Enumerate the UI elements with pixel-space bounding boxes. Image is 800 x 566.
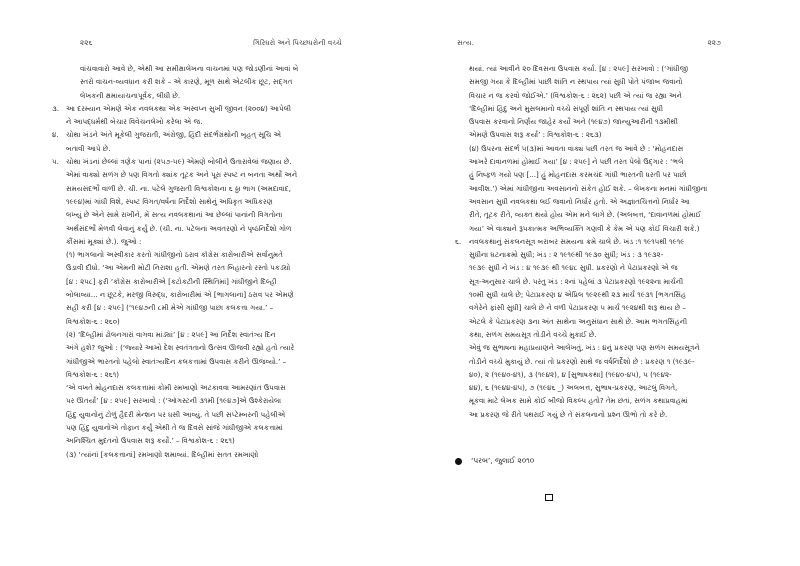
text-line: ચોથા ખંડને અંતે મૂકેલી ગુજરાતી, અંગ્રેજી, હિંદી સંદર્ભગ્રંથોની બૃહત્ સૂચિ એ (66, 130, 282, 140)
text-line: ‘દિલ્હીમાં હિંદુ અને મુસલમાનો વચ્ચે સંપૂર્ણ શાંતિ ન સ્થપાય ત્યાં સુધી (469, 103, 664, 113)
text-line: તોડીને વચ્ચે મુકાયું છે. ત્યાં તો પ્રકરણો સાથે જ વર્ષનિર્દેશો છે : પ્રકરણ ૧ (૧૯૩૯- (469, 356, 695, 366)
text-line: આખરે દાવાનળમાં હોમાઈ ગયા’ [૪ : ૨૫૯] ને પછી તરત પેલો ઉદ્ગાર : ‘ભલે (469, 157, 684, 167)
source-text: ‘પરબ’, જુલાઈ ૨૦૧૦ (471, 456, 535, 465)
text-line: નવલકથાનું સંકલનસૂત્ર બરાબર સમયના ક્રમે ચાલે છે. ખંડ :૧ ૧૯૧૫થી ૧૯૧૯ (469, 236, 685, 246)
sub-item-2b (66, 381, 348, 447)
running-head-right (457, 38, 721, 48)
text-line: હું નિષ્ફળ ગયો પણ [...] હું મોહનદાસ કરમચંદ ગાંધી ભારતની ધરતી પર પાછો (469, 170, 687, 180)
text-line: કથા, સળંગ સમયસૂત્ર તોડીને વચ્ચે મુકાઈ છે. (469, 329, 597, 339)
text-line: લેખકની ક્ષમાયાચનાપૂર્વક, લીધી છે. (80, 90, 181, 100)
text-line: એમણે ઉપવાસ શરૂ કર્યા’ : વિશ્વકોશ-૬ : ૨૬૩) (469, 130, 602, 140)
text-line: વિશ્વકોશ-૬ : ૨૬૦) (66, 316, 120, 326)
text-line: (૧) ભાગલાનો અસ્વીકાર કરતો ગાંધીજીનો ઠરાવ કૉંગ્રેસ કારોબારીએ સર્વાનુમતે (66, 250, 283, 260)
text-line: ઉડાવી દીધો. ‘આ એમની મોટી નિરાશા હતી. એમણે તરત બિહારનો રસ્તો પકડ્યો (66, 263, 291, 273)
running-head-left (80, 38, 342, 48)
text-line: વિચાર ન જ કરવો જોઈએ.’ (વિશ્વકોશ-૬ : ૨૬૨) પછી એ ત્યાં જ રહ્યા અને (469, 90, 682, 100)
text-line: ૧૦મી સુધી ચાલે છે; પેટાપ્રકરણ ૪ એપ્રિલ ૧૯૨૯થી ૨૩ માર્ચ ૧૯૩૧ [ભગતસિંહ (469, 290, 687, 300)
note-item-6 (427, 235, 723, 421)
text-line: સમજી ગયા કે દિલ્હીમાં પાછી શાંતિ ન સ્થપાય ત્યાં સુધી પોતે પંજાબ જવાનો (469, 77, 683, 87)
text-line: ગાંધીજીએ ભારતનો પહેલો સ્વાતંત્ર્યદિન કલકત્તામાં ઉપવાસ કરીને ઊજવ્યો.’ – (66, 356, 287, 366)
text-line: કૌંસમાં મૂક્યાં છે.). જુઓ : (66, 236, 142, 246)
end-of-article-square-icon (545, 494, 553, 501)
text-line: વગેરેને ફાંસી સુધી] ચાલે છે ને વળી પેટાપ્રકરણ ૫ માર્ચ ૧૯૨૪થી શરૂ થાય છે – (469, 303, 687, 313)
text-line: રીતે, તૂટક રીતે, વ્યક્ત થયો હોય એમ મને લાગે છે. (અલબત્ત, ‘દાવાનળમાં હોમાઈ (469, 210, 702, 220)
text-line: (૪) ઉપરના સંદર્ભ ૫(૩)માં આવતા વાક્ય પછી તરત જ આવે છે : ‘મોહનદાસ (469, 143, 684, 153)
text-line: ઉપવાસ કરવાનો નિર્ણય જાહેર કર્યો અને (૧૯૪૭) જાન્યુઆરીની ૧૩મીથી (469, 117, 678, 127)
note-item-4 (52, 128, 348, 155)
text-line: બોલાવ્યા... ન છૂટકે, મરજી વિરુદ્ધ, કારોબારીમાં એ [ભાગલાના] ઠરાવ પર એમણે (66, 290, 294, 300)
sub-item-1 (66, 248, 348, 328)
text-line: પર ઊતર્યા’ [૪ : ૨૫૯] સરખાવો : (‘ઑગસ્ટની ૩૧મી [૧૯૪૭]એ ઉશ્કેરાયેલા (66, 396, 282, 406)
text-line: એટલે કે પેટાપ્રકરણ ૩ના અંત સાથેના અનુસંધાન સાથે છે. આમ ભગતસિંહની (469, 316, 688, 326)
text-line: અર્થસંદર્ભો મેળવી લેવાનું કર્યું છે. (ચી. ના. પટેલનાં અવતરણો ને પૃષ્ઠનિર્દેશો ગોળ (66, 223, 292, 233)
text-line: (૩) ‘ત્યાંનાં [કલકત્તાનાં] રમખાણો શમાવ્યાં. દિલ્હીમાં સતત રમખાણો (66, 449, 259, 459)
sub-item-3 (66, 448, 348, 461)
running-title: સત્ય. (457, 38, 474, 47)
text-line: ગયા’ એ વાક્યને રૂપકાત્મક અભિવ્યક્તિ ગણવી કે કેમ એ પણ કોઈ વિચારી શકે.) (469, 223, 700, 233)
note-number: ૫. (52, 157, 59, 167)
text-line: ૧૯૯૪)માં ગાંધી વિશે, સ્પષ્ટ વિગત/વર્ષના નિર્દેશો સાથેનું અધિકૃત અધિકરણ (66, 196, 273, 206)
text-line: સમયસંદર્ભો વાળી છે. ચી. ના. પટેલે ગુજરાતી વિશ્વકોશના ૬ ઠ્ઠા ભાગ (અમદાવાદ, (66, 183, 291, 193)
sub-item-4 (427, 142, 723, 235)
note-item-3 (52, 102, 348, 129)
note-item-5 (52, 155, 348, 461)
text-line: આ પ્રકરણ જે રીતે પથરાઈ ગયું છે તે સંકલનાનો પ્રશ્ન ઊભો તો કરે છે. (469, 409, 668, 419)
text-line: થયાં. ત્યાં આવીને ૨૦ દિવસના ઉપવાસ કર્યા. [૪ : ૨૫૯] સરખાવો : (‘ગાંધીજી (469, 64, 688, 73)
note-number: ૩. (52, 103, 59, 113)
text-line: (૨) ‘દિલ્હીમાં ઢોલનગારાં વાગવા માંડ્યાં’ [૪ : ૨૫૯] આ નિર્દેશ સ્વાતંત્ર્ય દિન (66, 329, 276, 339)
text-line: એવું જ સુભાષના મહાપ્રયાણને આલેખતું, ખંડ : ૪નું પ્રકરણ પણ સળંગ સમયસૂત્રને (469, 343, 700, 353)
text-line: વિશ્વકોશ-૬ : ૨૬૧) (66, 369, 120, 379)
text-line: આવીશ.’) એમાં ગાંધીજીના અવસાનનો સંકેત હોઈ શકે. – લેખકના મનમાં ગાંધીજીના (469, 183, 708, 193)
left-body-text (52, 62, 348, 461)
continued-sub-item-3 (427, 62, 723, 142)
text-line: ‘એ વખતે મોહનદાસ કલકત્તામાં કોમી રમખાણો અટકાવવા આમરણાંત ઉપવાસ (66, 383, 286, 393)
note-number: ૬. (455, 236, 462, 246)
text-line: [૪ : ૨૫૮] ફરી ‘કૉંગ્રેસ કારોબારીએ [કટોકટીની સ્થિતિમાં] ગાંધીજીને દિલ્હી (66, 276, 277, 286)
text-line: આ દરમ્યાન એમણે એક નવલકથા એક અસ્વપ્ન સુખી જીવન (૨૦૦૪) આપેલી (66, 103, 292, 113)
text-line: અંગે હશે? જુઓ : (‘જ્યારે આખો દેશ સ્વતંત્રતાનો ઉત્સવ ઊજવી રહ્યો હતો ત્યારે (66, 343, 295, 353)
text-line: ૧૯૩૯ સુધી ને ખંડ : ૪ ૧૯૩૯ થી ૧૯૪૮ સુધી. પ્રકરણો ને પેટાપ્રકરણો એ જ (469, 263, 678, 273)
text-line: પણ હિંદુ યુવાનોએ તોફાન કર્યું એથી તે જ દિવસે સાંજે ગાંધીજીએ કલકત્તામાં (66, 423, 283, 433)
text-line: એમાં વાક્યો સળંગ છે પણ વિગતો ક્યાંક તૂટક અને પૂરા સ્પષ્ટ ન બનતા અર્થો અને (66, 170, 298, 180)
text-line: સુધીના ઘટનાક્રમો સુધી; ખંડ : ૨ ૧૯૧૯થી ૧૯૩૦ સુધી; ખંડ : ૩ ૧૯૩૨- (469, 250, 664, 260)
text-line: અનિશ્ચિત મુદતનો ઉપવાસ શરૂ કર્યો.’ – વિશ્વકોશ-૬ : ૨૬૧) (66, 436, 235, 446)
text-line: સ્તરો વાચન-વ્યવધાન કરી શકે – એ કારણે, મૂળ સાથે એટલીક છૂટ, સદ્ગત (80, 77, 293, 87)
right-body-text (427, 62, 723, 421)
bullet-icon (455, 458, 462, 465)
text-line: અવસાન સુધી નવલકથા લઈ જવાનો નિર્ધાર હતો. એ અજ્ઞાતચિત્તનો નિર્ધાર આ (469, 196, 690, 206)
source-citation (455, 456, 534, 466)
text-line: બતાવી આપે છે. (66, 143, 111, 153)
text-line: લખ્યું છે એને સામે રાખીને, મેં સત્ય નવલકથાનાં આ છેલ્લાં પાનાંની વિગતોના (66, 210, 283, 220)
page-number: ૨૨૭ (707, 38, 721, 47)
text-line: મૂકવા માટે લેખક સામે કોઈ બીજો વિકલ્પ હતો? તેમ છતાં, સળંગ કથાપ્રવાહમાં (469, 396, 688, 406)
text-line: વાંચવાવારો આવે છે, એથી આ સમીક્ષાલેખના વાચનમાં પણ જોડણીનાં આવાં બે (80, 64, 299, 73)
right-page (400, 0, 800, 566)
text-line: સૂત્ર-અનુસાર ચાલે છે. પરંતુ ખંડ : ૨નાં પહેલાં ૩ પેટાપ્રકરણો ૧૯૨૨ના માર્ચની (469, 276, 684, 286)
page-number: ૨૨૬ (80, 38, 93, 47)
text-line: સહી કરી [૪ : ૨૫૯] (‘૧૯૪૭ની ૮મી મેએ ગાંધીજી પાછા કલકત્તા ગયા.’ – (66, 303, 274, 313)
sub-item-2 (66, 328, 348, 381)
text-line: ૪૦), ૨ (૧૯૪૦-૪૧), ૩ (૧૯૪૨), ૪ [સુભાષકથા] (૧૯૪૦-૪૫), ૫ (૧૯૪૨- (469, 369, 672, 379)
text-line: ચોથા ખંડનાં છેલ્લાં ત્રણેક પાનાં (૨૫૭-૫૯) એમણે બોલીને ઉતારાવેલાં જણાય છે. (66, 157, 292, 167)
running-title: ગિરિધરો અને પિચ્છધરોની વચ્ચે (253, 38, 342, 47)
text-line: હિંદુ યુવાનોનું ટોળું હૈદરી મેન્શન પર ધસી આવ્યું. તે પછી સપ્ટેમ્બરની પહેલીએ (66, 409, 286, 419)
text-line: ૪૪), ૬ (૧૯૪૪-૪૫), ૭ (૧૯૪૬ _) અલબત્ત, સુભાષ-પ્રકરણ, આટલું વિગતે, (469, 383, 678, 393)
text-line: ને આપદ્ધર્મથી બેચાર વિવેચનલેખો કરેલા એ જ. (66, 117, 203, 127)
note-number: ૪. (52, 130, 59, 140)
